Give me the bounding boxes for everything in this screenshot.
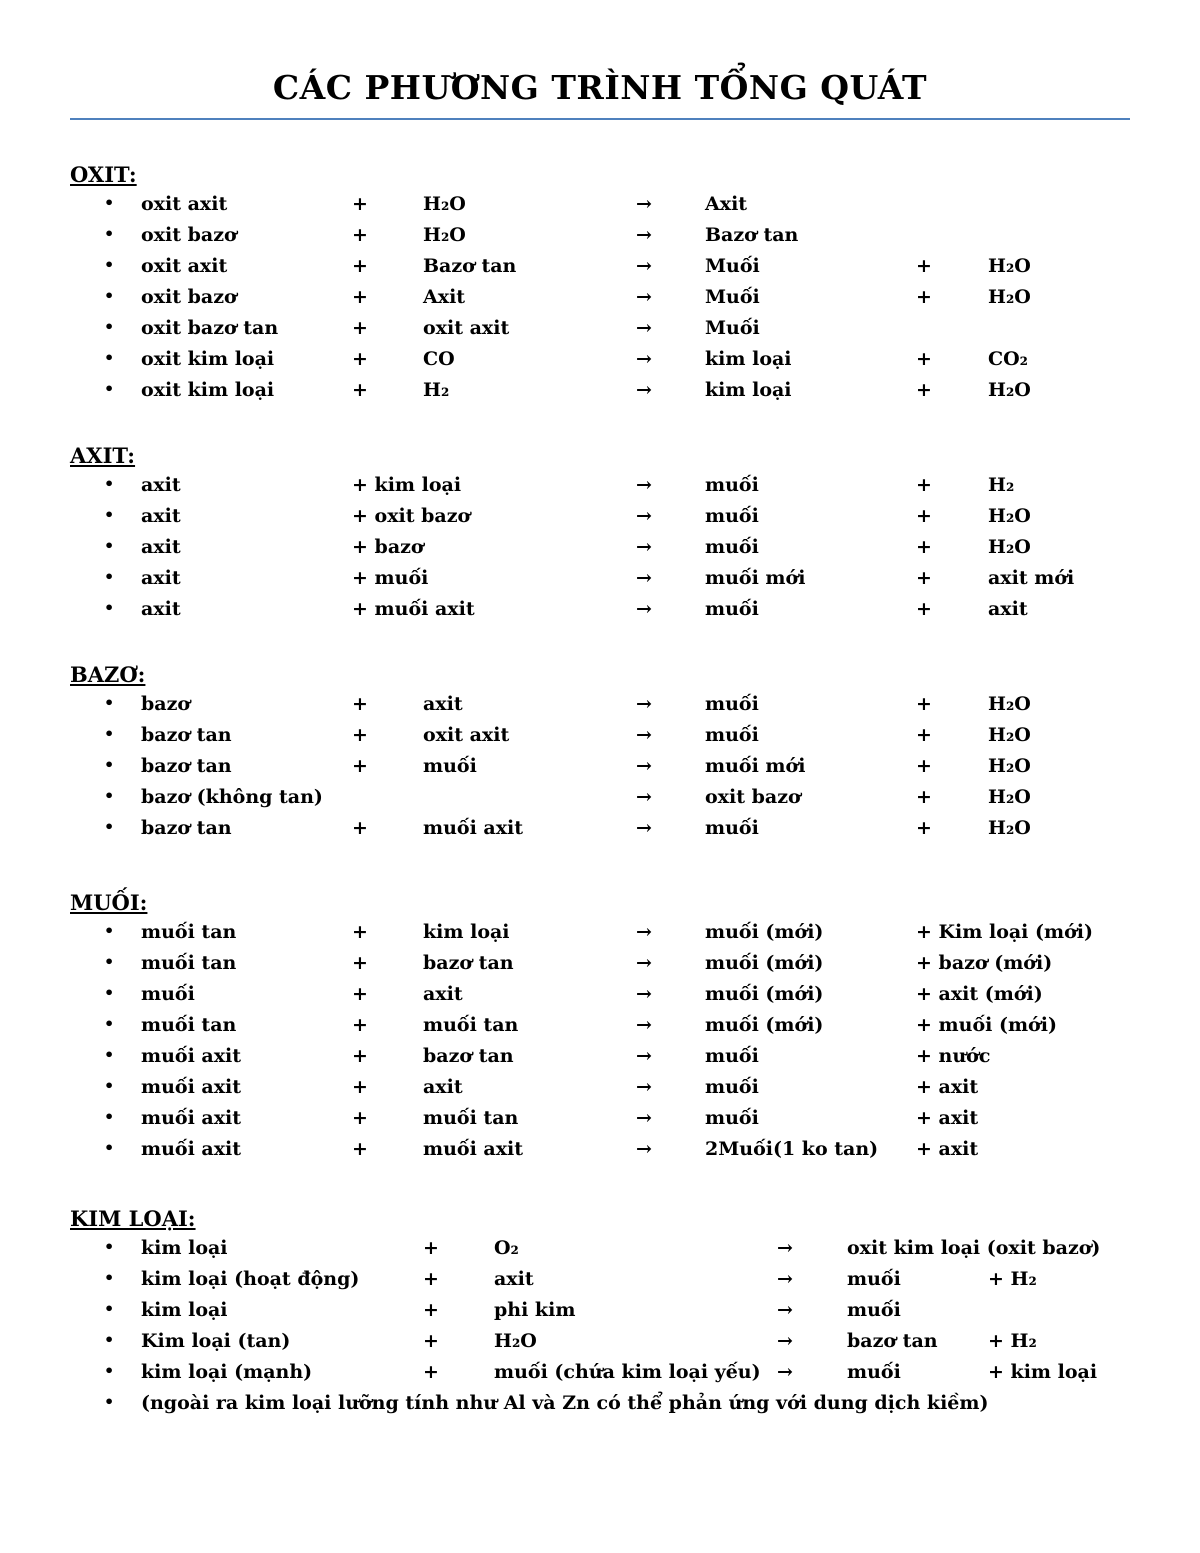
bullet-icon: • (104, 817, 115, 836)
product-1: Axit (705, 193, 748, 215)
product-2: H₂O (988, 724, 1031, 746)
bullet-icon: • (104, 193, 115, 212)
bullet-icon: • (104, 755, 115, 774)
plus-sign: + (423, 1268, 439, 1290)
plus-sign: + (423, 1361, 439, 1383)
bullet-icon: • (104, 693, 115, 712)
plus-sign-2: + axit (916, 1076, 979, 1098)
bullet-icon: • (104, 1138, 115, 1157)
note-row (0, 1392, 1200, 1423)
reactant-1: axit (141, 474, 181, 496)
plus-sign-2: + H₂ (988, 1268, 1037, 1290)
plus-sign: + (352, 1014, 368, 1036)
reactant-2: muối (chứa kim loại yếu) (494, 1361, 761, 1383)
plus-sign: + (352, 1107, 368, 1129)
bullet-icon: • (104, 348, 115, 367)
plus-sign: + bazơ (352, 536, 424, 558)
product-1: muối (847, 1268, 901, 1290)
plus-sign-2: + axit (mới) (916, 983, 1043, 1005)
product-2: H₂O (988, 536, 1031, 558)
reactant-1: axit (141, 505, 181, 527)
arrow: → (777, 1361, 793, 1383)
plus-sign-2: + H₂ (988, 1330, 1037, 1352)
equation-row (0, 224, 1200, 255)
plus-sign: + muối (352, 567, 429, 589)
plus-sign: + (423, 1299, 439, 1321)
product-2: H₂O (988, 693, 1031, 715)
reactant-1: muối tan (141, 921, 237, 943)
product-2: CO₂ (988, 348, 1028, 370)
reactant-1: kim loại (141, 1299, 228, 1321)
plus-sign: + (352, 693, 368, 715)
section-heading: BAZƠ: (70, 662, 146, 687)
bullet-icon: • (104, 505, 115, 524)
reactant-2: CO (423, 348, 455, 370)
arrow: → (636, 1138, 652, 1160)
product-1: muối (705, 1107, 759, 1129)
arrow: → (636, 983, 652, 1005)
bullet-icon: • (104, 786, 115, 805)
reactant-2: muối axit (423, 817, 524, 839)
plus-sign-2: + (916, 474, 932, 496)
bullet-icon: • (104, 1107, 115, 1126)
reactant-2: axit (494, 1268, 534, 1290)
plus-sign-2: + axit (916, 1107, 979, 1129)
plus-sign: + (352, 1045, 368, 1067)
product-2: H₂O (988, 255, 1031, 277)
reactant-2: muối tan (423, 1107, 519, 1129)
equation-row (0, 952, 1200, 983)
reactant-2: H₂O (423, 224, 466, 246)
bullet-icon: • (104, 224, 115, 243)
product-1: muối (705, 474, 759, 496)
arrow: → (636, 817, 652, 839)
product-1: muối (705, 724, 759, 746)
plus-sign-2: + (916, 817, 932, 839)
product-1: muối (705, 1045, 759, 1067)
reactant-2: muối axit (423, 1138, 524, 1160)
reactant-1: oxit bazơ tan (141, 317, 279, 339)
reactant-2: axit (423, 983, 463, 1005)
amphoteric-note: (ngoài ra kim loại lưỡng tính như Al và Zn có thể phản ứng với dung dịch kiềm) (141, 1392, 989, 1414)
reactant-1: bazơ tan (141, 755, 232, 777)
plus-sign-2: + (916, 505, 932, 527)
equation-row (0, 1237, 1200, 1268)
arrow: → (636, 348, 652, 370)
equation-row (0, 1138, 1200, 1169)
reactant-1: muối tan (141, 952, 237, 974)
arrow: → (636, 724, 652, 746)
arrow: → (777, 1268, 793, 1290)
product-1: kim loại (705, 379, 792, 401)
equation-row (0, 724, 1200, 755)
product-1: muối mới (705, 567, 806, 589)
equation-row (0, 567, 1200, 598)
reactant-2: Bazơ tan (423, 255, 517, 277)
arrow: → (636, 786, 652, 808)
arrow: → (636, 536, 652, 558)
equation-row (0, 1107, 1200, 1138)
reactant-2: H₂O (494, 1330, 537, 1352)
bullet-icon: • (104, 536, 115, 555)
arrow: → (636, 1107, 652, 1129)
bullet-icon: • (104, 317, 115, 336)
reactant-1: oxit axit (141, 255, 228, 277)
plus-sign: + (352, 286, 368, 308)
section-heading: MUỐI: (70, 890, 148, 915)
equation-row (0, 921, 1200, 952)
reactant-1: bazơ (141, 693, 191, 715)
product-1: muối (705, 1076, 759, 1098)
reactant-2: H₂ (423, 379, 450, 401)
bullet-icon: • (104, 474, 115, 493)
product-1: muối mới (705, 755, 806, 777)
arrow: → (636, 755, 652, 777)
arrow: → (636, 693, 652, 715)
reactant-1: axit (141, 598, 181, 620)
plus-sign-2: + (916, 379, 932, 401)
reactant-1: kim loại (hoạt động) (141, 1268, 360, 1290)
plus-sign: + (352, 255, 368, 277)
arrow: → (636, 474, 652, 496)
arrow: → (636, 1076, 652, 1098)
bullet-icon: • (104, 567, 115, 586)
plus-sign: + oxit bazơ (352, 505, 471, 527)
plus-sign: + (352, 921, 368, 943)
bullet-icon: • (104, 921, 115, 940)
product-1: muối (705, 693, 759, 715)
reactant-1: muối (141, 983, 195, 1005)
arrow: → (636, 567, 652, 589)
arrow: → (777, 1299, 793, 1321)
title-divider (70, 118, 1130, 120)
equation-row (0, 817, 1200, 848)
product-1: Muối (705, 317, 760, 339)
plus-sign-2: + (916, 598, 932, 620)
product-1: muối (mới) (705, 1014, 824, 1036)
reactant-1: oxit kim loại (141, 348, 275, 370)
reactant-2: phi kim (494, 1299, 576, 1321)
equation-row (0, 474, 1200, 505)
arrow: → (636, 255, 652, 277)
reactant-2: muối (423, 755, 477, 777)
bullet-icon: • (104, 379, 115, 398)
plus-sign-2: + bazơ (mới) (916, 952, 1053, 974)
product-2: H₂O (988, 755, 1031, 777)
reactant-1: muối axit (141, 1045, 242, 1067)
reactant-1: kim loại (141, 1237, 228, 1259)
product-1: oxit kim loại (oxit bazơ) (847, 1237, 1101, 1259)
reactant-2: axit (423, 1076, 463, 1098)
reactant-2: kim loại (423, 921, 510, 943)
bullet-icon: • (104, 1330, 115, 1349)
plus-sign: + (352, 724, 368, 746)
product-2: H₂O (988, 379, 1031, 401)
arrow: → (636, 505, 652, 527)
arrow: → (636, 921, 652, 943)
section-heading: AXIT: (70, 443, 136, 468)
plus-sign-2: + (916, 348, 932, 370)
reactant-2: Axit (423, 286, 466, 308)
product-1: muối (mới) (705, 952, 824, 974)
plus-sign: + (352, 755, 368, 777)
equation-row (0, 286, 1200, 317)
plus-sign: + (352, 348, 368, 370)
bullet-icon: • (104, 1237, 115, 1256)
arrow: → (636, 379, 652, 401)
bullet-icon: • (104, 255, 115, 274)
bullet-icon: • (104, 983, 115, 1002)
product-2: axit mới (988, 567, 1075, 589)
equation-row (0, 193, 1200, 224)
product-1: muối (mới) (705, 983, 824, 1005)
bullet-icon: • (104, 286, 115, 305)
plus-sign-2: + Kim loại (mới) (916, 921, 1093, 943)
equation-row (0, 786, 1200, 817)
plus-sign: + muối axit (352, 598, 475, 620)
reactant-2: O₂ (494, 1237, 519, 1259)
equation-row (0, 693, 1200, 724)
product-1: muối (705, 536, 759, 558)
reactant-1: muối axit (141, 1107, 242, 1129)
product-1: oxit bazơ (705, 786, 801, 808)
product-1: 2Muối(1 ko tan) (705, 1138, 879, 1160)
product-2: H₂O (988, 286, 1031, 308)
reactant-1: bazơ tan (141, 724, 232, 746)
equation-row (0, 983, 1200, 1014)
page-title: CÁC PHƯƠNG TRÌNH TỔNG QUÁT (272, 68, 928, 107)
plus-sign: + (423, 1237, 439, 1259)
plus-sign-2: + (916, 536, 932, 558)
arrow: → (636, 952, 652, 974)
plus-sign-2: + (916, 255, 932, 277)
plus-sign-2: + axit (916, 1138, 979, 1160)
product-1: muối (847, 1299, 901, 1321)
section-heading: KIM LOẠI: (70, 1206, 196, 1231)
product-2: axit (988, 598, 1028, 620)
product-1: muối (705, 598, 759, 620)
arrow: → (777, 1237, 793, 1259)
equation-row (0, 379, 1200, 410)
reactant-2: H₂O (423, 193, 466, 215)
reactant-1: bazơ tan (141, 817, 232, 839)
equation-row (0, 755, 1200, 786)
plus-sign: + (352, 817, 368, 839)
bullet-icon: • (104, 1299, 115, 1318)
plus-sign-2: + nước (916, 1045, 991, 1067)
bullet-icon: • (104, 724, 115, 743)
reactant-2: bazơ tan (423, 1045, 514, 1067)
bullet-icon: • (104, 1268, 115, 1287)
plus-sign: + (352, 1138, 368, 1160)
bullet-icon: • (104, 952, 115, 971)
product-2: H₂O (988, 786, 1031, 808)
plus-sign-2: + (916, 693, 932, 715)
reactant-1: oxit bazơ (141, 286, 237, 308)
product-2: H₂O (988, 817, 1031, 839)
section-heading: OXIT: (70, 162, 137, 187)
bullet-icon: • (104, 1076, 115, 1095)
reactant-2: oxit axit (423, 724, 510, 746)
equation-row (0, 317, 1200, 348)
plus-sign-2: + kim loại (988, 1361, 1098, 1383)
reactant-1: muối axit (141, 1138, 242, 1160)
product-1: muối (mới) (705, 921, 824, 943)
reactant-2: bazơ tan (423, 952, 514, 974)
bullet-icon: • (104, 1361, 115, 1380)
reactant-1: oxit bazơ (141, 224, 237, 246)
product-1: muối (705, 505, 759, 527)
product-2: H₂ (988, 474, 1015, 496)
equation-row (0, 1076, 1200, 1107)
bullet-icon: • (104, 1014, 115, 1033)
reactant-1: oxit axit (141, 193, 228, 215)
plus-sign-2: + (916, 567, 932, 589)
equation-row (0, 1330, 1200, 1361)
bullet-icon: • (104, 1392, 115, 1411)
equation-row (0, 1268, 1200, 1299)
product-1: muối (847, 1361, 901, 1383)
plus-sign: + (352, 1076, 368, 1098)
arrow: → (636, 224, 652, 246)
product-1: kim loại (705, 348, 792, 370)
plus-sign: + (352, 952, 368, 974)
plus-sign-2: + muối (mới) (916, 1014, 1057, 1036)
arrow: → (777, 1330, 793, 1352)
plus-sign: + (352, 193, 368, 215)
reactant-1: muối tan (141, 1014, 237, 1036)
equation-row (0, 1045, 1200, 1076)
plus-sign: + kim loại (352, 474, 462, 496)
bullet-icon: • (104, 598, 115, 617)
product-2: H₂O (988, 505, 1031, 527)
arrow: → (636, 1014, 652, 1036)
arrow: → (636, 193, 652, 215)
equation-row (0, 255, 1200, 286)
equation-row (0, 1361, 1200, 1392)
reactant-1: Kim loại (tan) (141, 1330, 291, 1352)
arrow: → (636, 1045, 652, 1067)
arrow: → (636, 286, 652, 308)
equation-row (0, 1014, 1200, 1045)
reactant-1: bazơ (không tan) (141, 786, 323, 808)
product-1: muối (705, 817, 759, 839)
plus-sign: + (423, 1330, 439, 1352)
product-1: Bazơ tan (705, 224, 799, 246)
arrow: → (636, 317, 652, 339)
reactant-1: oxit kim loại (141, 379, 275, 401)
plus-sign-2: + (916, 724, 932, 746)
reactant-1: muối axit (141, 1076, 242, 1098)
equation-row (0, 536, 1200, 567)
equation-row (0, 598, 1200, 629)
plus-sign: + (352, 317, 368, 339)
plus-sign-2: + (916, 786, 932, 808)
equation-row (0, 348, 1200, 379)
arrow: → (636, 598, 652, 620)
equation-row (0, 505, 1200, 536)
reactant-2: muối tan (423, 1014, 519, 1036)
bullet-icon: • (104, 1045, 115, 1064)
plus-sign-2: + (916, 755, 932, 777)
product-1: bazơ tan (847, 1330, 938, 1352)
reactant-1: kim loại (mạnh) (141, 1361, 313, 1383)
plus-sign: + (352, 224, 368, 246)
reactant-1: axit (141, 536, 181, 558)
reactant-2: axit (423, 693, 463, 715)
plus-sign: + (352, 379, 368, 401)
plus-sign: + (352, 983, 368, 1005)
plus-sign-2: + (916, 286, 932, 308)
product-1: Muối (705, 255, 760, 277)
reactant-2: oxit axit (423, 317, 510, 339)
product-1: Muối (705, 286, 760, 308)
equation-row (0, 1299, 1200, 1330)
reactant-1: axit (141, 567, 181, 589)
